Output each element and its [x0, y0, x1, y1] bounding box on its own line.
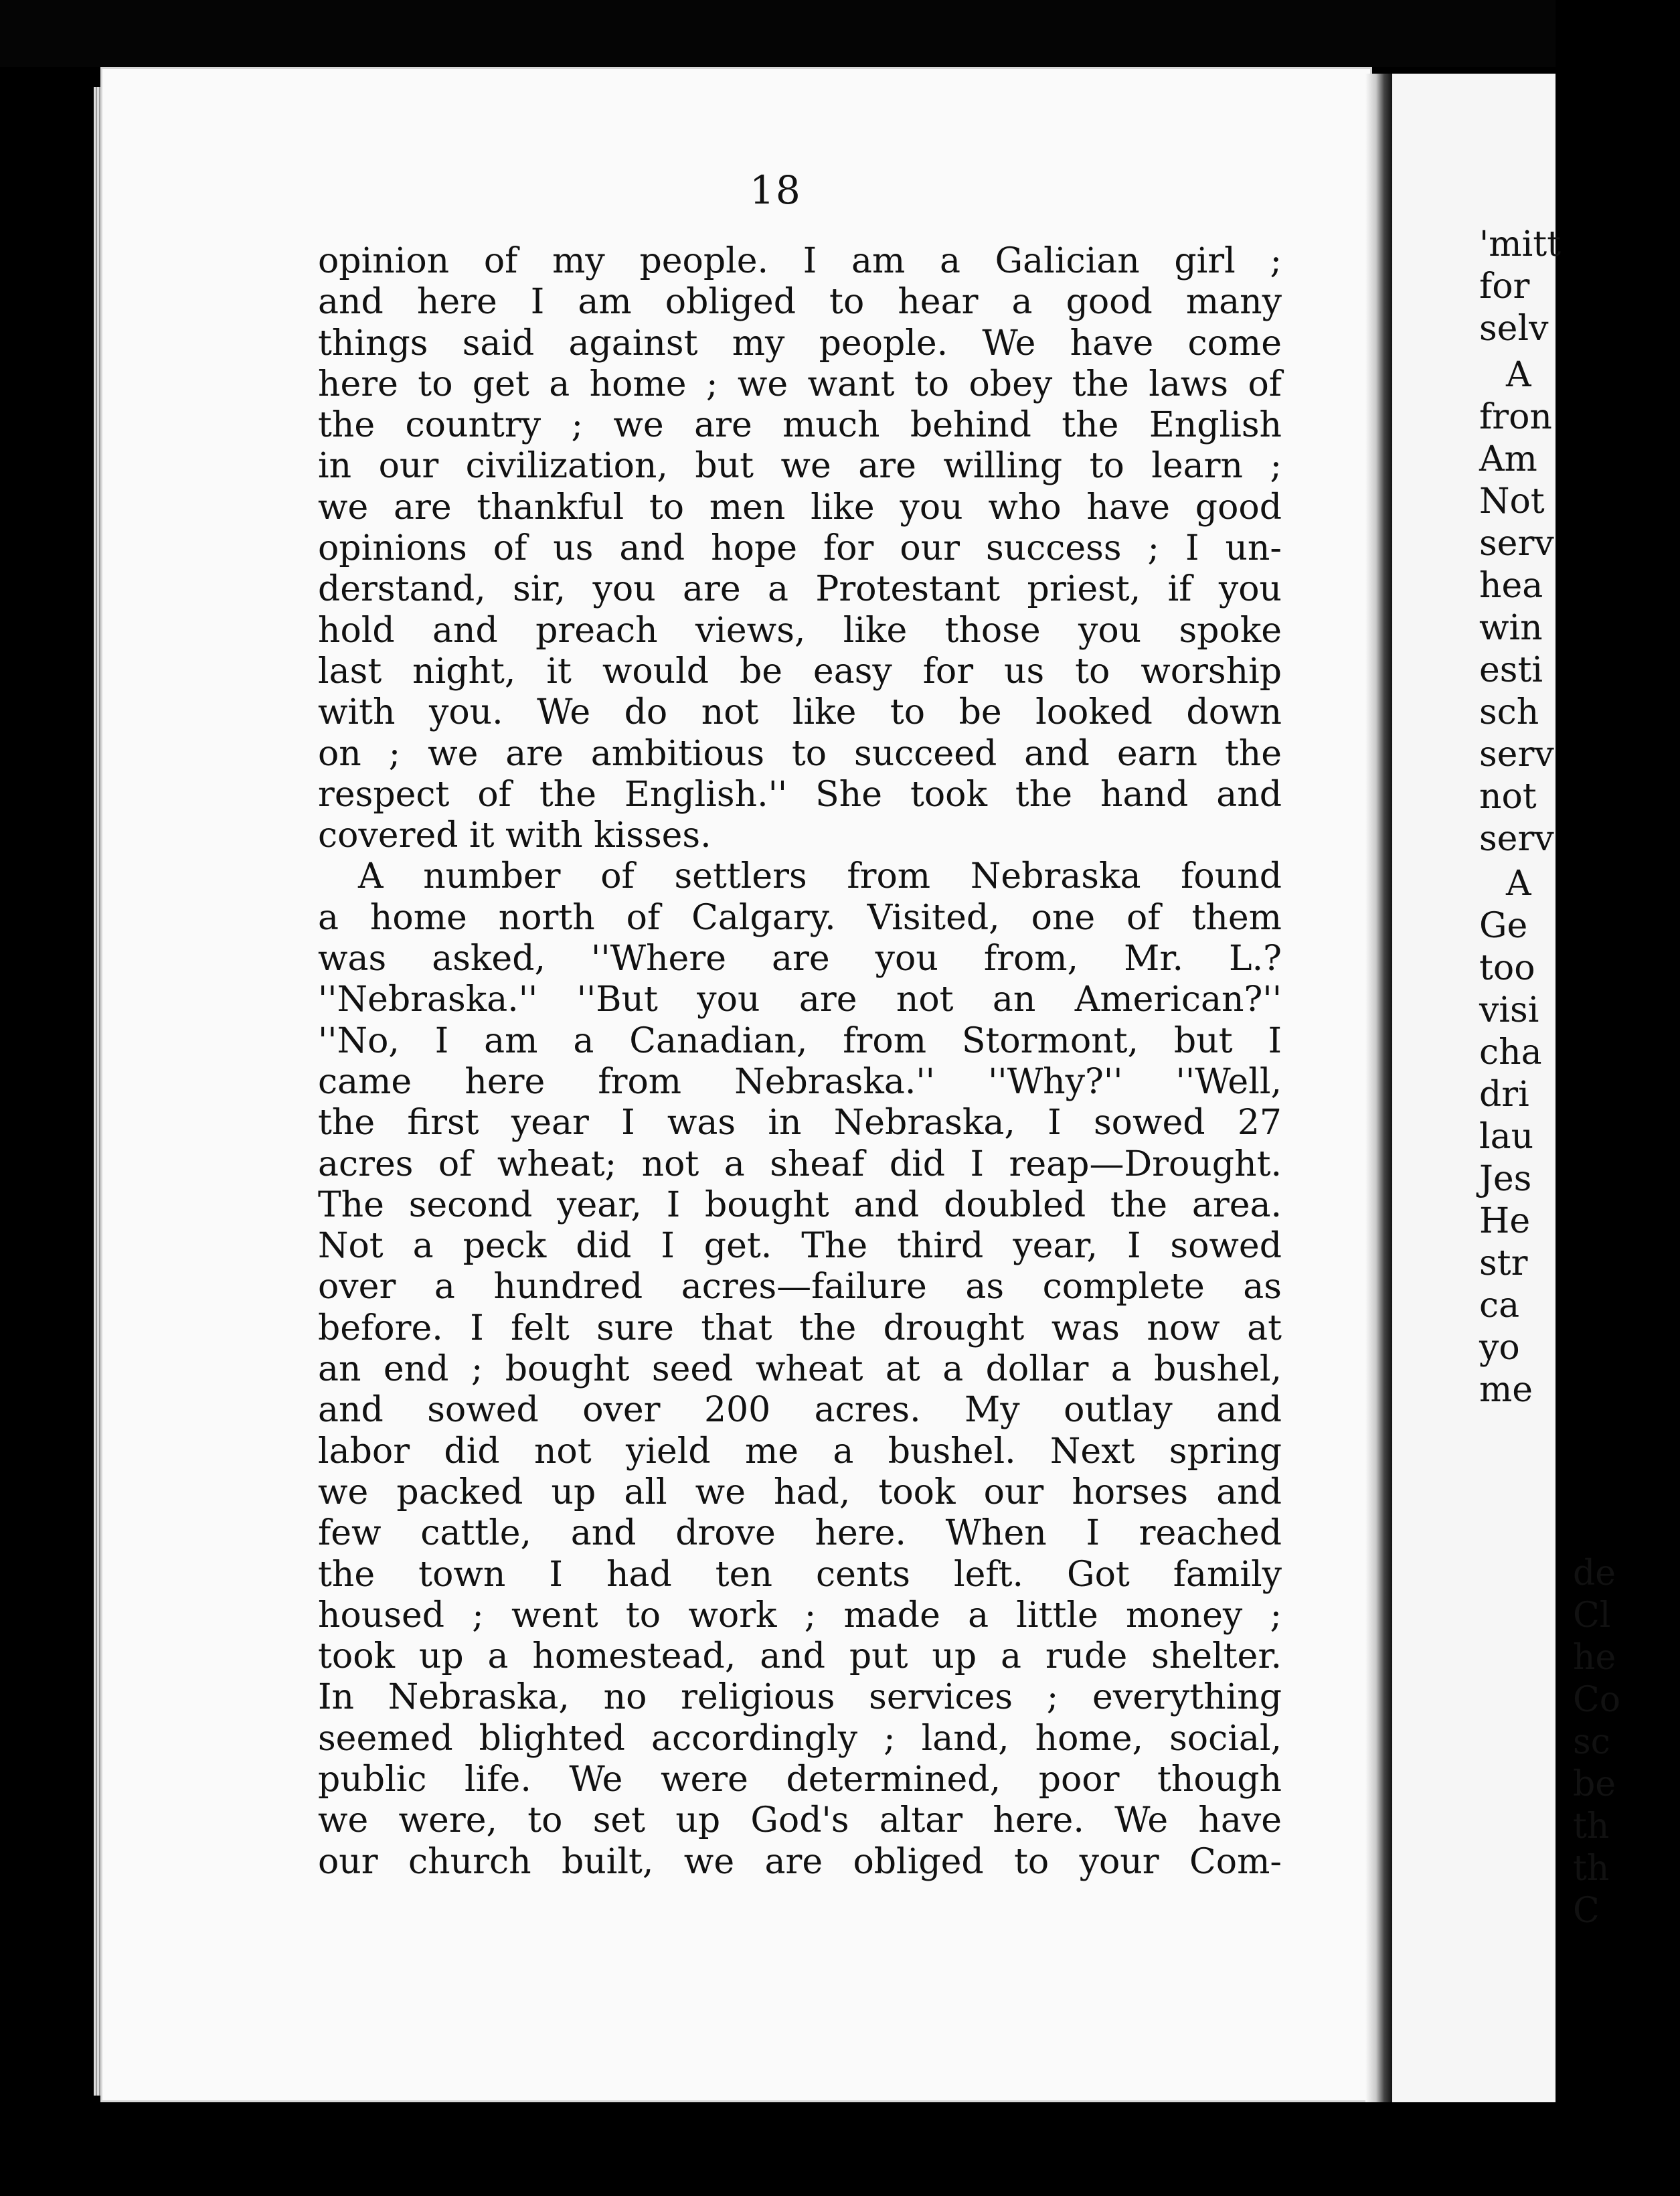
text-line: with you. We do not like to be looked down [318, 692, 1282, 733]
text-line: a home north of Calgary. Visited, one of them [318, 897, 1282, 938]
text-line: acres of wheat; not a sheaf did I reap—Drought. [318, 1144, 1282, 1184]
facing-fragment: be [1573, 1764, 1616, 1804]
facing-fragment: ca [1479, 1285, 1520, 1326]
text-line: and sowed over 200 acres. My outlay and [318, 1390, 1282, 1431]
facing-fragment: Jes [1479, 1159, 1532, 1199]
text-line: things said against my people. We have come [318, 323, 1282, 364]
text-line: the country ; we are much behind the English [318, 405, 1282, 446]
facing-fragment: th [1573, 1806, 1610, 1847]
facing-fragment: serv [1479, 734, 1554, 775]
paragraph-1 [318, 241, 1282, 856]
text-line: and here I am obliged to hear a good many [318, 282, 1282, 323]
facing-fragment: serv [1479, 819, 1554, 859]
text-line: ''No, I am a Canadian, from Stormont, but I [318, 1020, 1282, 1061]
facing-fragment: cha [1479, 1032, 1542, 1073]
body-text [318, 241, 1282, 1883]
text-line: took up a homestead, and put up a rude shelter. [318, 1636, 1282, 1677]
text-line: in our civilization, but we are willing to learn ; [318, 446, 1282, 487]
text-line: housed ; went to work ; made a little money ; [318, 1595, 1282, 1636]
facing-fragment: Co [1573, 1680, 1621, 1720]
text-line: came here from Nebraska.'' ''Why?'' ''Well, [318, 1061, 1282, 1102]
facing-fragment: sc [1573, 1722, 1610, 1762]
book-gutter [1365, 74, 1392, 2109]
facing-fragment: me [1479, 1370, 1533, 1410]
facing-fragment: for [1479, 266, 1530, 307]
text-line: before. I felt sure that the drought was now at [318, 1308, 1282, 1348]
facing-fragment: Cl [1573, 1595, 1611, 1636]
facing-fragment: 'mitt [1479, 224, 1562, 264]
facing-fragment: lau [1479, 1117, 1534, 1157]
text-line: the town I had ten cents left. Got family [318, 1554, 1282, 1595]
text-line: on ; we are ambitious to succeed and earn the [318, 733, 1282, 774]
text-line: the first year I was in Nebraska, I sowed 27 [318, 1103, 1282, 1144]
facing-fragment: str [1479, 1243, 1528, 1283]
text-line: A number of settlers from Nebraska found [358, 856, 1282, 897]
facing-fragment: A [1506, 864, 1531, 904]
facing-fragment: not [1479, 777, 1537, 817]
text-line: ''Nebraska.'' ''But you are not an American?'' [318, 979, 1282, 1020]
text-line: our church built, we are obliged to your Com- [318, 1841, 1282, 1882]
facing-fragment: Ge [1479, 906, 1528, 946]
facing-fragment: de [1573, 1553, 1616, 1593]
text-line: we packed up all we had, took our horses and [318, 1472, 1282, 1512]
facing-fragment: he [1573, 1638, 1616, 1678]
facing-fragment: sch [1479, 692, 1539, 732]
facing-fragment: visi [1479, 990, 1539, 1030]
paragraph-2 [318, 856, 1282, 1882]
facing-fragment: A [1506, 355, 1531, 395]
text-line: seemed blighted accordingly ; land, home, social, [318, 1718, 1282, 1759]
scan-background-top [0, 0, 1556, 67]
facing-page [1392, 74, 1621, 2109]
text-line: covered it with kisses. [318, 815, 711, 856]
text-line: few cattle, and drove here. When I reached [318, 1513, 1282, 1554]
text-line: In Nebraska, no religious services ; everything [318, 1677, 1282, 1718]
text-line: opinions of us and hope for our success ; I un- [318, 528, 1282, 569]
text-line: labor did not yield me a bushel. Next spring [318, 1431, 1282, 1472]
text-line: hold and preach views, like those you spoke [318, 610, 1282, 651]
facing-fragment: selv [1479, 309, 1549, 349]
scan-background-bottom [0, 2102, 1556, 2196]
text-line: The second year, I bought and doubled the area. [318, 1184, 1282, 1225]
text-line: Not a peck did I get. The third year, I sowed [318, 1226, 1282, 1267]
page-number: 18 [750, 167, 802, 213]
facing-fragment: fron [1479, 397, 1552, 437]
facing-fragment: win [1479, 608, 1543, 648]
facing-fragment: esti [1479, 650, 1543, 690]
text-line: was asked, ''Where are you from, Mr. L.? [318, 939, 1282, 979]
facing-fragment: C [1573, 1891, 1600, 1931]
facing-fragment: yo [1479, 1328, 1520, 1368]
text-line: last night, it would be easy for us to worship [318, 651, 1282, 692]
text-line: we are thankful to men like you who have good [318, 487, 1282, 528]
text-line: an end ; bought seed wheat at a dollar a bushel, [318, 1349, 1282, 1390]
text-line: respect of the English.'' She took the hand and [318, 774, 1282, 815]
facing-fragment: th [1573, 1849, 1610, 1889]
text-line: public life. We were determined, poor though [318, 1759, 1282, 1800]
facing-fragment: serv [1479, 524, 1554, 564]
text-line: derstand, sir, you are a Protestant priest, if you [318, 569, 1282, 610]
facing-fragment: He [1479, 1201, 1531, 1241]
facing-fragment: hea [1479, 566, 1543, 606]
text-line: we were, to set up God's altar here. We have [318, 1800, 1282, 1841]
facing-fragment: Not [1479, 481, 1545, 522]
text-line: over a hundred acres—failure as complete as [318, 1267, 1282, 1308]
facing-fragment: too [1479, 948, 1535, 988]
facing-fragment: dri [1479, 1075, 1529, 1115]
facing-fragment: Am [1479, 439, 1537, 479]
text-line: here to get a home ; we want to obey the laws of [318, 364, 1282, 404]
text-line: opinion of my people. I am a Galician girl ; [318, 241, 1282, 281]
